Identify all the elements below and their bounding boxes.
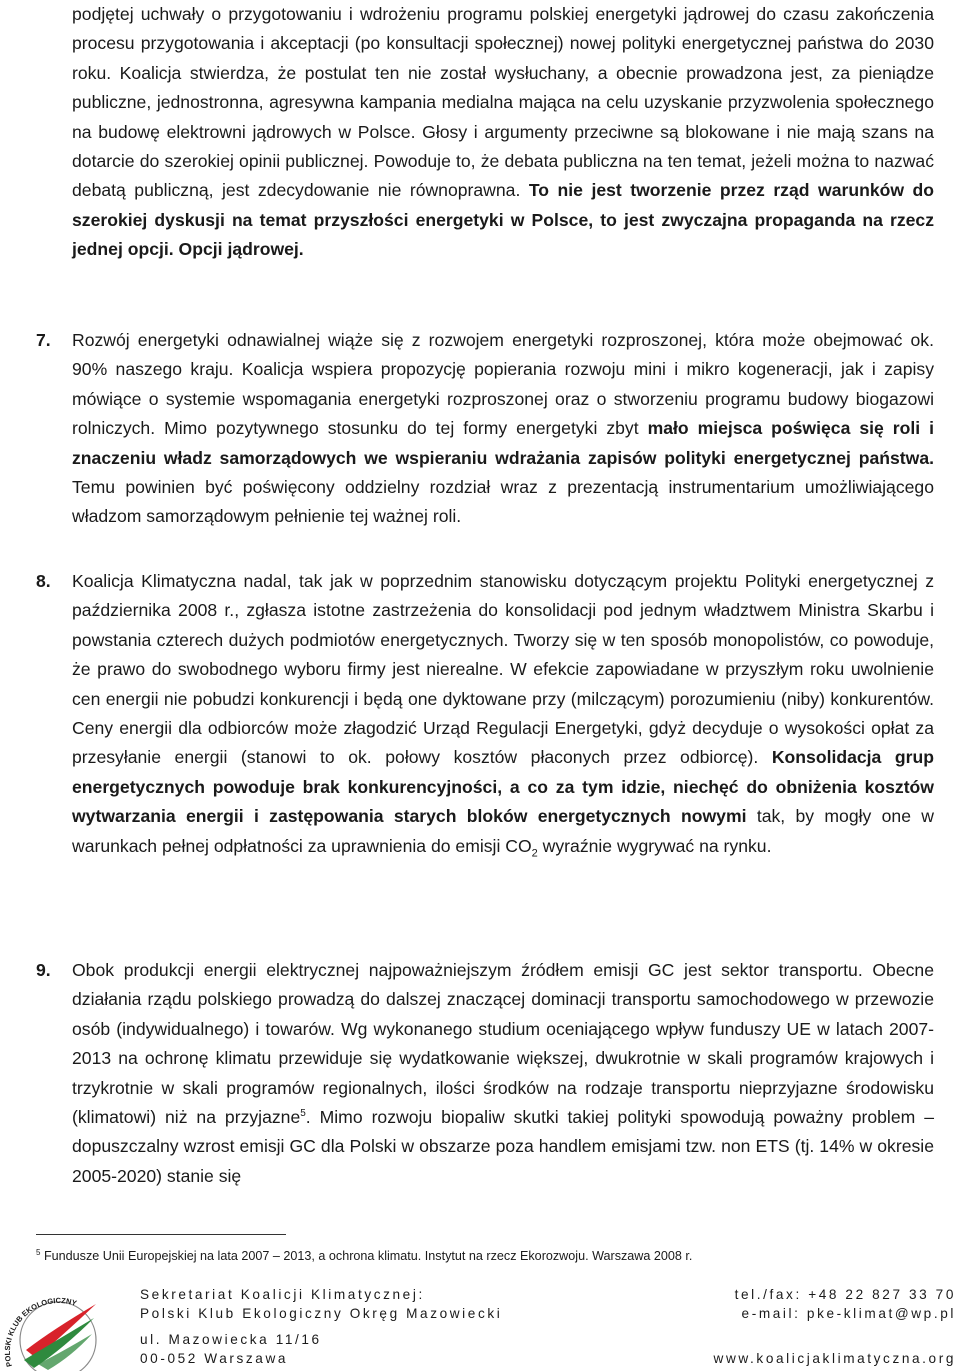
footnote: $^5$ Fundusze Unii Europejskiej na lata 2007 – 2013, a ochrona klimatu. Instytut na rzecz Ekorozwoju. Warszawa 2008 r. (36, 1247, 693, 1263)
item-number-8: 8. (36, 571, 51, 591)
item-number-9: 9. (36, 960, 51, 980)
polski-klub-ekologiczny-logo (2, 1278, 114, 1371)
footer-secretariat: Sekretariat Koalicji Klimatycznej: (140, 1287, 425, 1302)
footnote-divider (36, 1234, 286, 1235)
footer-email-link[interactable]: e-mail: pke-klimat@wp.pl (741, 1306, 956, 1321)
bold-statement: Konsolidacja grup energetycznych powoduje brak konkurencyjności, a co za tym idzie, niechęć do obniżenia kosztów wytwarzania energii i zastępowania starych bloków energetycznych nowymi (72, 747, 934, 827)
paragraph-8: Koalicja Klimatyczna nadal, tak jak w poprzednim stanowisku dotyczącym projektu Polityki energetycznej z października 2008 r., zgłasza istotne zastrzeżenia do konsolidacji pod jednym władztwem Ministra Skarbu i powstania czterech dużych podmiotów energetycznych. Tworzy się w ten sposób monopolistów, co powoduje, że prawo do swobodnego wyboru firmy jest nierealne. W efekcie zapowiadane w przyszłym roku uwolnienie cen energii nie pobudzi konkurencji i będą one dyktowane przy (milczącym) porozumieniu (niby) konkurentów. Ceny energii dla odbiorców może złagodzić Urząd Regulacji Energetyki, gdyż decyduje o wysokości opłat za przesyłanie energii (stanowi to ok. połowy kosztów płaconych przez odbiorcę). Konsolidacja grup energetycznych powoduje brak konkurencyjności, a co za tym idzie, niechęć do obniżenia kosztów wytwarzania energii i zastępowania starych bloków energetycznych nowymi tak, by mogły one w warunkach pełnej odpłatności za uprawnienia do emisji $CO_2$ wyraźnie wygrywać na rynku. (72, 571, 934, 860)
footer-organisation: Polski Klub Ekologiczny Okręg Mazowiecki (140, 1306, 503, 1321)
footer-website-link[interactable]: www.koalicjaklimatyczna.org (713, 1351, 956, 1366)
paragraph-9: Obok produkcji energii elektrycznej najpoważniejszym źródłem emisji GC jest sektor transportu. Obecne działania rządu polskiego prowadzą do dalszej znaczącej dominacji transportu samochodowego w przewozie osób (indywidualnego) i towarów. Wg wykonanego studium oceniającego wpływ funduszy UE w latach 2007-2013 na ochronę klimatu przewiduje się wydatkowanie większej, dwukrotnie w skali programów krajowych i trzykrotnie w skali programów regionalnych, ilości środków na rodzaje transportu nieprzyjazne środowisku (klimatowi) niż na przyjazne$^5$. Mimo rozwoju biopaliw skutki takiej polityki spowodują poważny problem – dopuszczalny wzrost emisji GC dla Polski w obszarze poza handlem emisjami tzw. non ETS (tj. 14% w okresie 2005-2020) stanie się (72, 960, 934, 1186)
footer-phone: tel./fax: +48 22 827 33 70 (734, 1287, 956, 1302)
footer-city: 00-052 Warszawa (140, 1351, 289, 1366)
logo-text: POLSKI KLUB EKOLOGICZNY (2, 1295, 78, 1368)
paragraph-6-continuation: podjętej uchwały o przygotowaniu i wdrożeniu programu polskiej energetyki jądrowej do czasu zakończenia procesu przygotowania i akceptacji (po konsultacji społecznej) nowej polityki energetycznej państwa do 2030 roku. Koalicja stwierdza, że postulat ten nie został wysłuchany, a obecnie prowadzona jest, za pieniądze publiczne, jednostronna, agresywna kampania medialna mająca na celu uzyskanie przyzwolenia społecznego na budowę elektrowni jądrowych w Polsce. Głosy i argumenty przeciwne są blokowane i nie mają szans na dotarcie do szerokiej opinii publicznej. Powoduje to, że debata publiczna na ten temat, jeżeli można to nazwać debatą publiczną, jest zdecydowanie nie równoprawna. To nie jest tworzenie przez rząd warunków do szerokiej dyskusji na temat przyszłości energetyki w Polsce, to jest zwyczajna propaganda na rzecz jednej opcji. Opcji jądrowej. (72, 4, 935, 260)
logo-red-stripe (26, 1304, 96, 1358)
footnote-reference[interactable]: 5 (300, 1108, 306, 1120)
footer-street: ul. Mazowiecka 11/16 (140, 1332, 322, 1347)
item-number-7: 7. (36, 330, 51, 350)
paragraph-7: Rozwój energetyki odnawialnej wiąże się z rozwojem energetyki rozproszonej, która może obejmować ok. 90% naszego kraju. Koalicja wspiera propozycję popierania rozwoju mini i mikro kogeneracji, jak i zapisy mówiące o systemie wspomagania energetyki rozproszonej oraz o stworzeniu programu budowy biogazowi rolniczych. Mimo pozytywnego stosunku do tej formy energetyki zbyt mało miejsca poświęca się roli i znaczeniu władz samorządowych we wspieraniu wdrażania zapisów polityki energetycznej państwa. Temu powinien być poświęcony oddzielny rozdział wraz z prezentacją instrumentarium umożliwiającego władzom samorządowym pełnienie tej ważnej roli. (72, 330, 934, 527)
bold-statement: To nie jest tworzenie przez rząd warunków do szerokiej dyskusji na temat przyszłości energetyki w Polsce, to jest zwyczajna propaganda na rzecz jednej opcji. Opcji jądrowej. (72, 180, 935, 260)
bold-statement: mało miejsca poświęca się roli i znaczeniu władz samorządowych we wspieraniu wdrażania zapisów polityki energetycznej państwa. (72, 418, 934, 468)
